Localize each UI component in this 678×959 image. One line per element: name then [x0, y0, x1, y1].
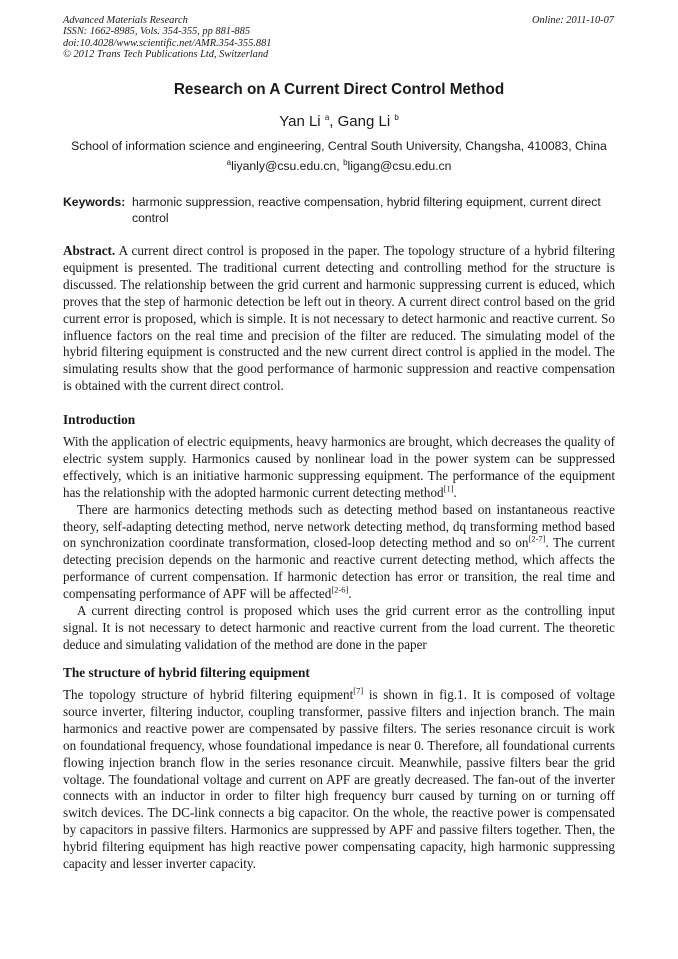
email-mark: a	[226, 157, 232, 167]
citation[interactable]: [1]	[443, 483, 454, 494]
paragraph-text: With the application of electric equipments, heavy harmonics are brought, which decreases the quality of electric system supply. Harmonics caused by nonlinear load in the power system can be suppressed effectively, which is an initiative harmonic suppressing equipment. The performance of the equipment has the relationship with the adopted harmonic current detecting method	[63, 434, 615, 500]
paper-title: Research on A Current Direct Control Method	[173, 81, 505, 98]
author-separator: ,	[329, 113, 338, 130]
introduction-body	[63, 434, 615, 654]
citation[interactable]: [7]	[353, 685, 364, 696]
email-link[interactable]: ligang@csu.edu.cn	[347, 159, 452, 173]
paragraph-text: A current directing control is proposed which uses the grid current error as the controlling input signal. It is not necessary to detect harmonic and reactive current from the load current. The theoretic deduce and simulating validation of the method are done in the paper	[63, 603, 615, 652]
author-affil-mark: b	[394, 113, 399, 122]
paragraph-text: .	[453, 484, 457, 500]
author-name: Yan Li	[279, 113, 321, 130]
paragraph	[63, 603, 615, 654]
paragraph	[63, 687, 615, 873]
doi-line: doi:10.4028/www.scientific.net/AMR.354-355.881	[63, 37, 272, 49]
section-heading-introduction: Introduction	[63, 412, 136, 427]
section-heading-structure: The structure of hybrid filtering equipment	[63, 665, 310, 680]
paragraph-text: is shown in fig.1. It is composed of voltage source inverter, filtering inductor, coupling transformer, passive filters and injection branch. The main harmonics and reactive power are compensated by passive filters. The series resonance circuit is work on foundational frequency, whose foundational impedance is near 0. Therefore, all foundational currents flowing injection branch flow in the series resonance circuit. Meanwhile, passive filters bear the grid voltage. The foundational voltage and current on APF are greatly decreased. The fan-out of the inverter connects with an inductor in order to filter high frequency burr caused by turning on or turning off switch devices. The DC-link connects a big capacitor. On the whole, the reactive power is compensated by capacitors in passive filters. Harmonics are suppressed by APF and passive filters together. Then, the hybrid filtering equipment has high reactive power compensating capacity, high harmonic suppressing capacity and lesser inverter capacity.	[63, 687, 615, 872]
abstract	[63, 243, 615, 395]
journal-name: Advanced Materials Research	[63, 15, 188, 26]
paragraph-text: . The current detecting precision depends on the harmonic and reactive current detecting method, which affects the performance of current compensation. If harmonic detection has error or transition, the real time and compensating performance of APF will be affected	[63, 535, 615, 602]
citation[interactable]: [2-7]	[528, 534, 546, 545]
email-link[interactable]: liyanly@csu.edu.cn	[231, 159, 337, 173]
structure-body	[63, 687, 615, 873]
paragraph-text: .	[348, 586, 352, 602]
email-line	[0, 159, 678, 173]
journal-header	[63, 15, 271, 61]
paragraph-text: There are harmonics detecting methods such as detecting method based on instantaneous reactive theory, self-adapting detecting method, nerve network detecting method, dq transforming method based on synchronization coordinate transformation, closed-loop detecting method and so on	[63, 501, 615, 551]
abstract-text: A current direct control is proposed in the paper. The topology structure of a hybrid filtering equipment is presented. The traditional current detecting and controlling method for the structure is discussed. The relationship between the grid current and harmonic suppressing current is educed, which proves that the step of harmonic detection be left out in theory. A current direct control based on the grid current error is proposed, which is simple. It is not necessary to detect harmonic and reactive current. So influence factors on the real time and precision of the filter are reduced. The simulating model of the hybrid filtering equipment is constructed and the new current direct control is applied in the model. The simulating results show that the good performance of harmonic suppression and reactive compensation is obtained with the current direct control.	[63, 243, 615, 394]
email-mark: b	[343, 157, 348, 167]
author-list	[0, 113, 678, 130]
issn-line: ISSN: 1662-8985, Vols. 354-355, pp 881-885	[63, 26, 251, 38]
paragraph	[63, 502, 615, 603]
keywords-label: Keywords:	[63, 195, 126, 209]
copyright-line: © 2012 Trans Tech Publications Ltd, Switzerland	[63, 49, 269, 61]
citation[interactable]: [2-6]	[331, 584, 349, 595]
keywords-text: harmonic suppression, reactive compensation, hybrid filtering equipment, current direct control	[132, 195, 601, 225]
author-name: Gang Li	[337, 113, 391, 130]
abstract-label: Abstract.	[63, 243, 116, 258]
paragraph	[63, 434, 615, 502]
online-date: Online: 2011-10-07	[531, 15, 614, 26]
keywords	[63, 195, 618, 226]
author-affil-mark: a	[324, 113, 330, 122]
email-separator: ,	[336, 159, 344, 173]
paragraph-text: The topology structure of hybrid filtering equipment	[63, 687, 354, 702]
affiliation: School of information science and engineering, Central South University, Changsha, 410083, China	[71, 139, 607, 153]
